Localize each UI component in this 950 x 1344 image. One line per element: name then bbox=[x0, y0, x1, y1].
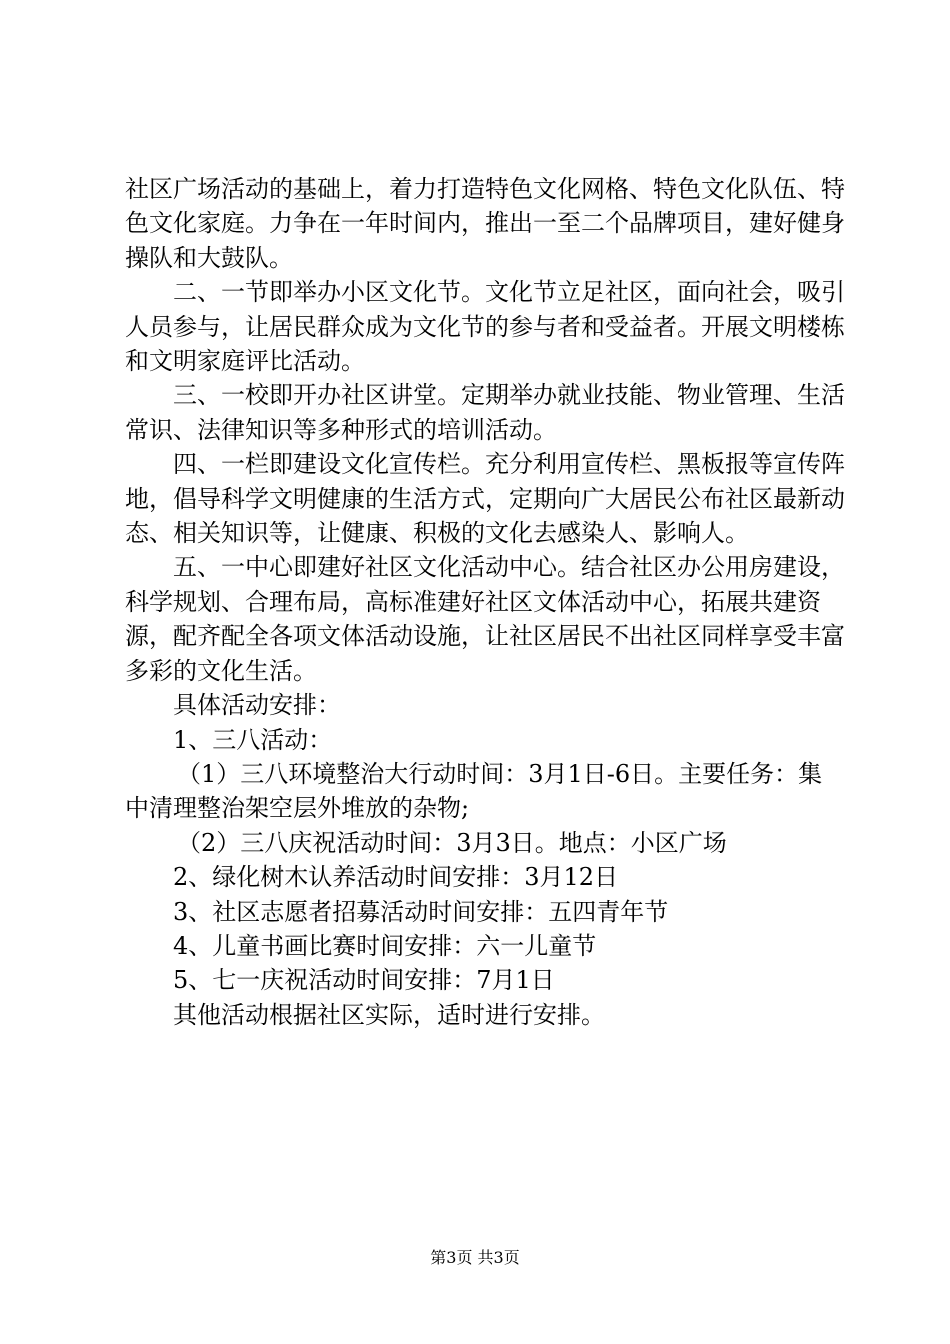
list-item-july-first: 5、七一庆祝活动时间安排：7月1日 bbox=[173, 966, 555, 995]
list-item-children-art-contest: 4、儿童书画比赛时间安排：六一儿童节 bbox=[173, 931, 597, 960]
list-item-volunteer-recruitment: 3、社区志愿者招募活动时间安排：五四青年节 bbox=[173, 897, 669, 926]
document-body bbox=[125, 172, 845, 1032]
paragraph-bulletin-board: 四、一栏即建设文化宣传栏。充分利用宣传栏、黑板报等宣传阵地，倡导科学文明健康的生活方式，定期向广大居民公布社区最新动态、相关知识等，让健康、积极的文化去感染人、影响人。 bbox=[125, 450, 845, 548]
paragraph-community-school: 三、一校即开办社区讲堂。定期举办就业技能、物业管理、生活常识、法律知识等多种形式的培训活动。 bbox=[125, 381, 845, 444]
paragraph-culture-festival: 二、一节即举办小区文化节。文化节立足社区，面向社会，吸引人员参与，让居民群众成为文化节的参与者和受益者。开展文明楼栋和文明家庭评比活动。 bbox=[125, 278, 845, 376]
paragraph-closing: 其他活动根据社区实际，适时进行安排。 bbox=[173, 1000, 605, 1029]
paragraph-activity-center: 五、一中心即建好社区文化活动中心。结合社区办公用房建设，科学规划、合理布局，高标准建好社区文体活动中心，拓展共建资源，配齐配全各项文体活动设施，让社区居民不出社区同样享受丰富多彩的文化生活。 bbox=[125, 553, 845, 685]
list-item-celebration: （2）三八庆祝活动时间：3月3日。地点：小区广场 bbox=[177, 828, 727, 857]
paragraph-continuation: 社区广场活动的基础上，着力打造特色文化网格、特色文化队伍、特色文化家庭。力争在一年时间内，推出一至二个品牌项目，建好健身操队和大鼓队。 bbox=[125, 175, 845, 272]
paragraph-schedule-heading: 具体活动安排： bbox=[173, 691, 341, 720]
list-item-march-eighth: 1、三八活动： bbox=[173, 725, 333, 754]
page-number-footer: 第3页 共3页 bbox=[430, 1248, 520, 1267]
list-item-environment-cleanup: （1）三八环境整治大行动时间：3月1日-6日。主要任务：集中清理整治架空层外堆放的杂物; bbox=[125, 759, 823, 823]
list-item-tree-adoption: 2、绿化树木认养活动时间安排：3月12日 bbox=[173, 863, 619, 892]
